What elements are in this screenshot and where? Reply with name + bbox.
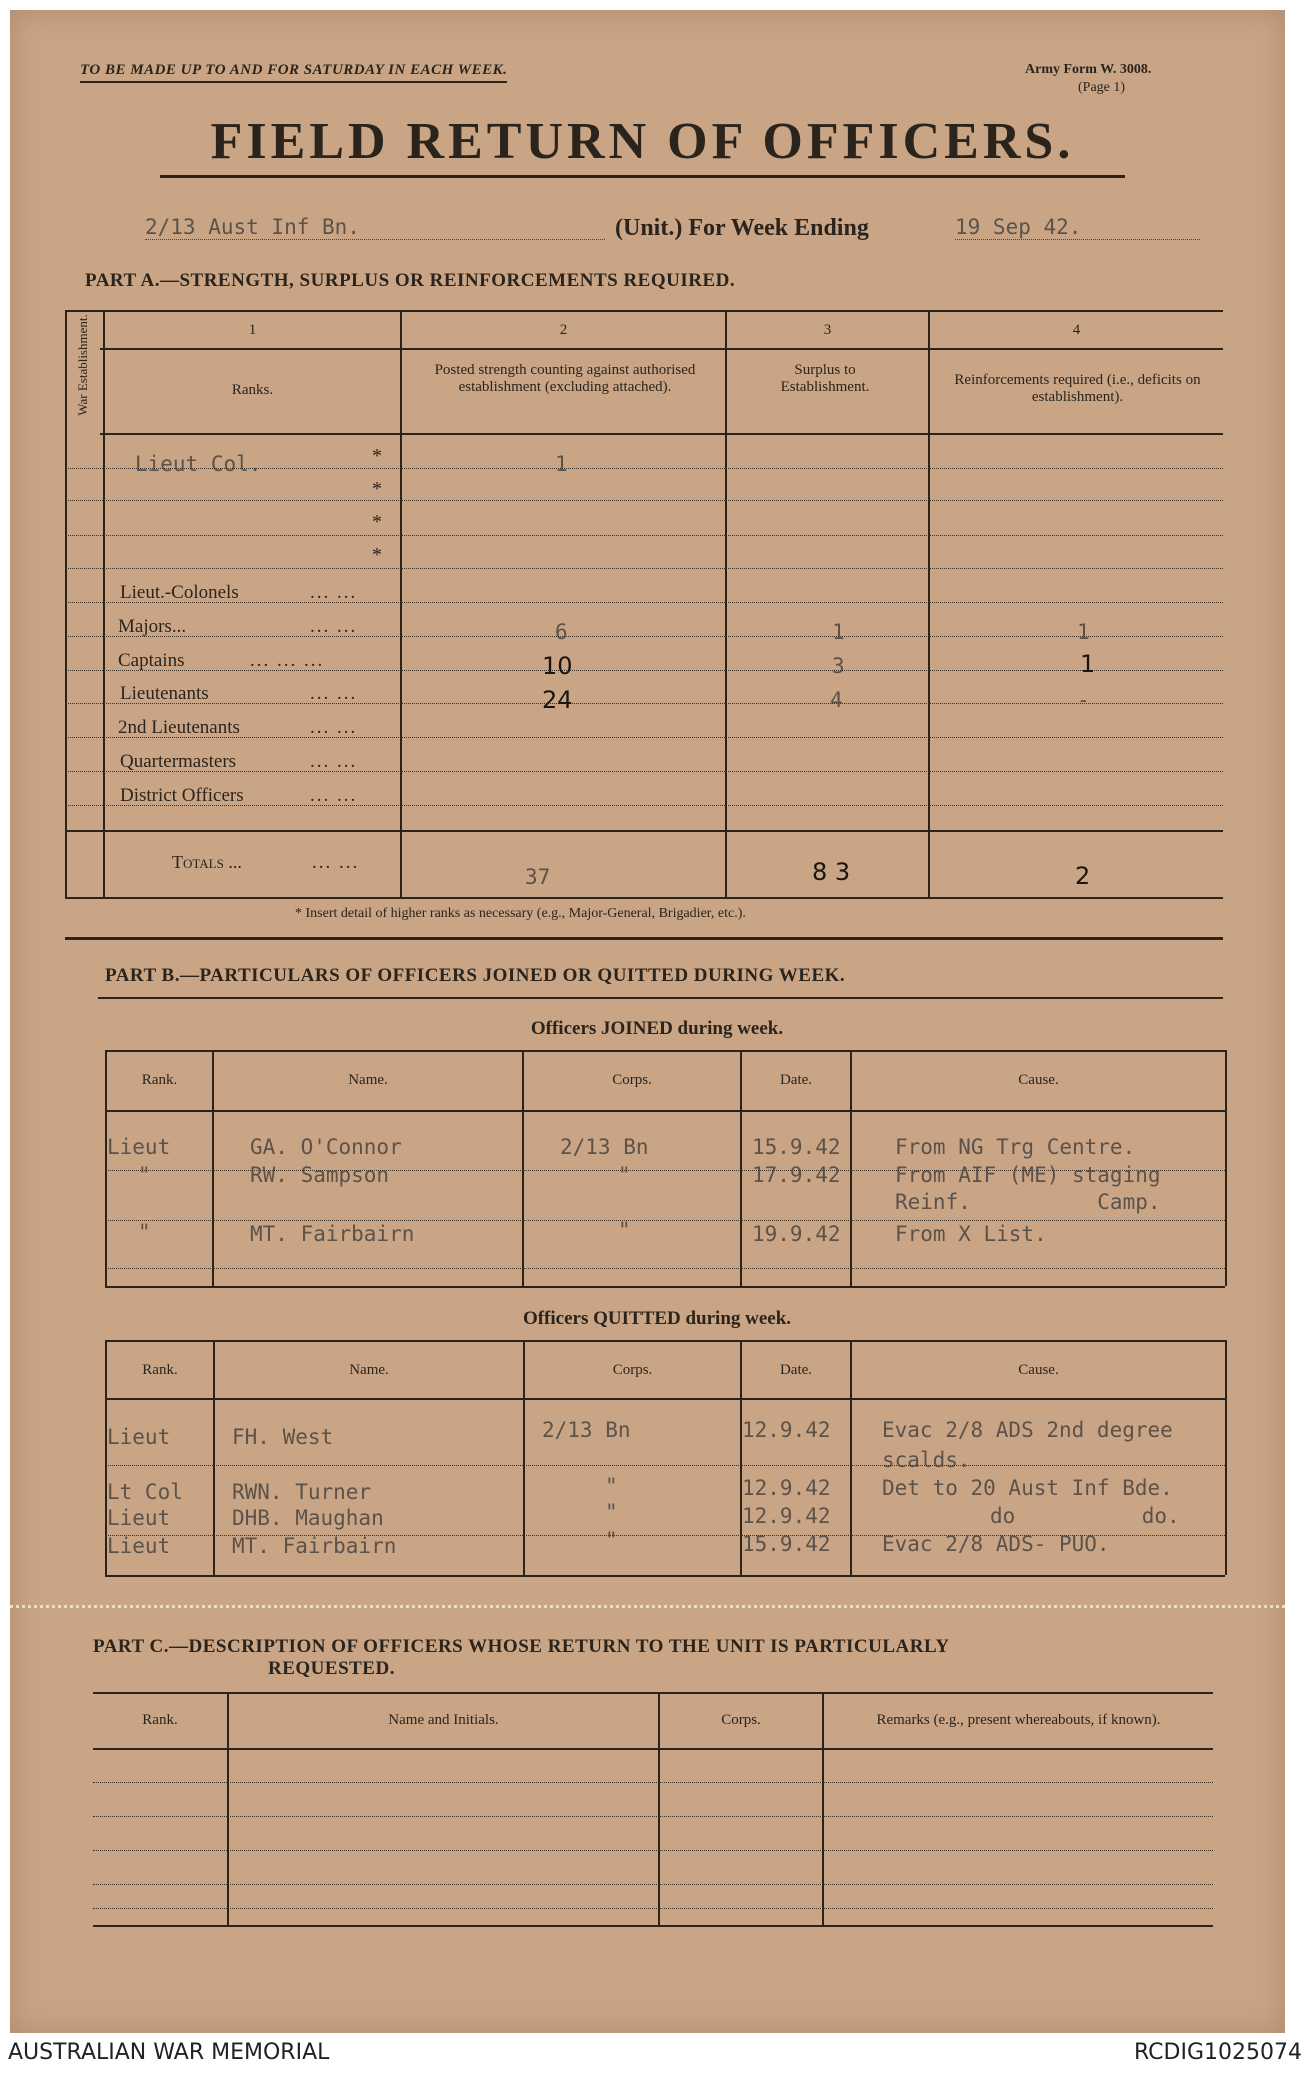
joined-col-rank: Rank. [141, 1072, 178, 1088]
form-title: FIELD RETURN OF OFFICERS. [160, 112, 1125, 178]
totals-surplus: 8 3 [812, 858, 851, 886]
col-number-1: 1 [248, 322, 257, 338]
col-header-surplus: Surplus to Establishment. [780, 362, 870, 395]
part-c-col-name: Name and Initials. [388, 1712, 499, 1728]
part-a-footnote: * Insert detail of higher ranks as necessary (e.g., Major-General, Brigadier, etc.). [295, 906, 746, 921]
rank-label-2nd-lieutenants: 2nd Lieutenants [118, 717, 240, 738]
part-c-heading: PART C.—DESCRIPTION OF OFFICERS WHOSE RETURN TO THE UNIT IS PARTICULARLY [93, 1636, 950, 1657]
reinf-lieutenants: - [1077, 688, 1090, 712]
part-c-col-corps: Corps. [721, 1712, 761, 1728]
form-number: Army Form W. 3008. [1025, 62, 1152, 77]
rank-label-district-officers: District Officers [120, 785, 244, 806]
part-c-col-remarks: Remarks (e.g., present whereabouts, if known). [876, 1712, 1161, 1728]
rank-label-lieutenants: Lieutenants [120, 683, 209, 704]
col-header-posted: Posted strength counting against authorised establishment (excluding attached). [434, 362, 696, 395]
rank-label-majors: Majors... [118, 616, 187, 637]
part-b-heading: PART B.—PARTICULARS OF OFFICERS JOINED OR QUITTED DURING WEEK. [105, 965, 846, 986]
col-header-ranks: Ranks. [231, 382, 274, 398]
col-number-2: 2 [559, 322, 568, 338]
footer-source: AUSTRALIAN WAR MEMORIAL [8, 2040, 330, 2065]
totals-posted: 37 [525, 865, 551, 889]
unit-label: (Unit.) For Week Ending [615, 215, 869, 241]
joined-title: Officers JOINED during week. [530, 1018, 784, 1039]
row-rank-0: Lieut Col. [135, 452, 262, 476]
perforation-line [10, 1605, 1285, 1608]
quitted-col-date: Date. [779, 1362, 813, 1378]
quitted-col-rank: Rank. [142, 1362, 178, 1378]
col-number-4: 4 [1072, 322, 1081, 338]
joined-col-corps: Corps. [612, 1072, 652, 1088]
part-c-col-rank: Rank. [142, 1712, 178, 1728]
col-number-3: 3 [823, 322, 832, 338]
week-ending-value: 19 Sep 42. [955, 215, 1200, 240]
posted-majors: 6 [555, 620, 568, 644]
quitted-title: Officers QUITTED during week. [522, 1308, 792, 1329]
joined-col-cause: Cause. [1018, 1072, 1059, 1088]
joined-col-date: Date. [779, 1072, 813, 1088]
rank-label-captains: Captains [118, 650, 185, 671]
page-number: (Page 1) [1078, 80, 1126, 95]
posted-captains: 10 [542, 652, 573, 680]
quitted-col-cause: Cause. [1018, 1362, 1059, 1378]
rank-label-lieut-colonels: Lieut.-Colonels [120, 582, 239, 603]
rank-label-quartermasters: Quartermasters [120, 751, 237, 772]
part-a-heading: PART A.—STRENGTH, SURPLUS OR REINFORCEMENTS REQUIRED. [85, 270, 736, 291]
reinf-majors: 1 [1077, 620, 1090, 644]
totals-reinforcements: 2 [1075, 862, 1091, 890]
joined-col-name: Name. [348, 1072, 388, 1088]
posted-lieutenants: 24 [542, 686, 573, 714]
surplus-captains: 3 [832, 654, 845, 678]
surplus-majors: 1 [832, 620, 845, 644]
row-posted-0: 1 [555, 452, 568, 476]
col-header-reinforcements: Reinforcements required (i.e., deficits on establishment). [954, 372, 1201, 405]
war-establishment-label: War Establishment. [75, 314, 90, 416]
quitted-col-name: Name. [349, 1362, 389, 1378]
unit-value: 2/13 Aust Inf Bn. [145, 215, 605, 240]
asterisk-column: * * * * [372, 445, 382, 566]
surplus-lieutenants: 4 [830, 688, 843, 712]
footer-id: RCDIG1025074 [1133, 2040, 1302, 2065]
instruction-line: TO BE MADE UP TO AND FOR SATURDAY IN EACH WEEK. [80, 62, 507, 83]
reinf-captains: 1 [1080, 650, 1096, 678]
quitted-col-corps: Corps. [612, 1362, 653, 1378]
totals-label: Totals ... [172, 852, 242, 872]
part-c-heading-cont: REQUESTED. [268, 1658, 395, 1679]
